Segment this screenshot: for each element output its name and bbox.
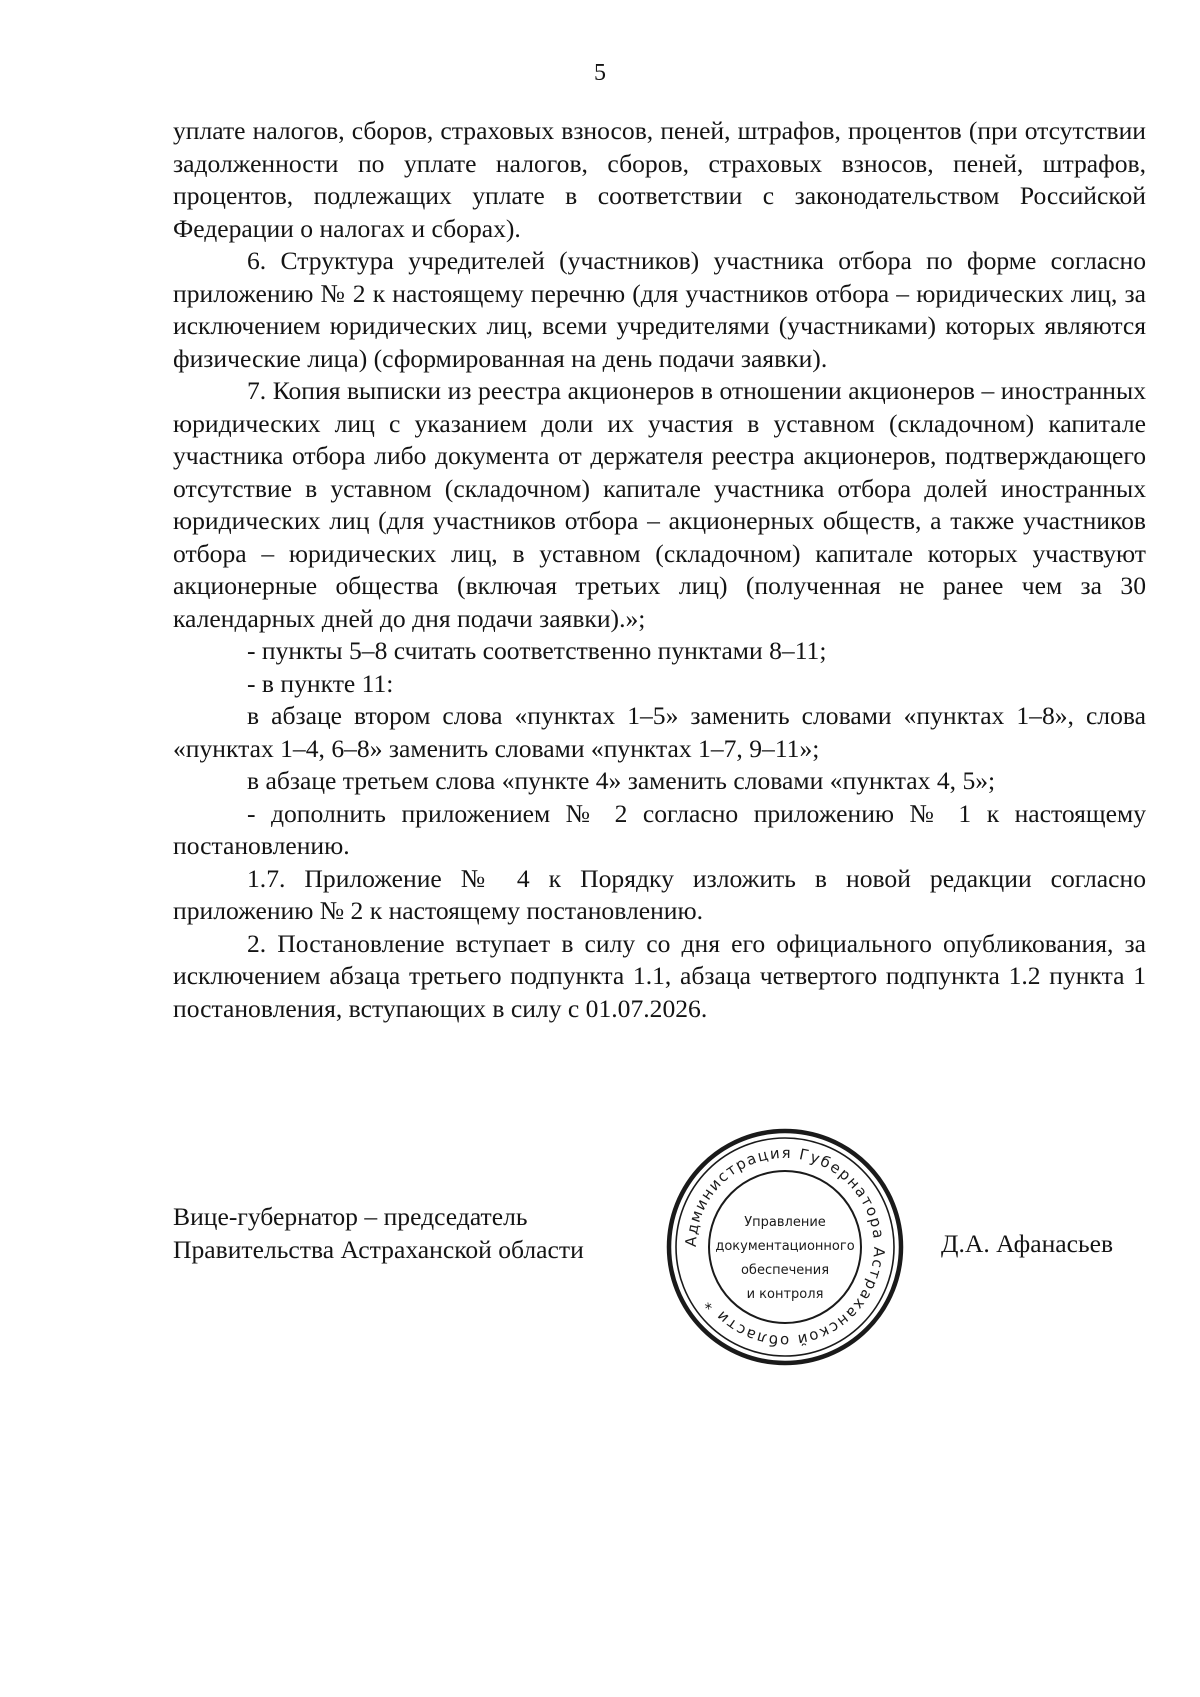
official-stamp — [665, 1127, 905, 1367]
paragraph-in-item-11: - в пункте 11: — [247, 668, 394, 698]
stamp-center-line-3: обеспечения — [740, 1263, 830, 1278]
paragraph-item-7: 7. Копия выписки из реестра акционеров в отношении акционеров – иностранных юридических лиц с указанием доли их участия в уставном (складочном) капитале участника отбора либо документа от держателя реестра акционеров, подтверждающего отсутствие в уставном (складочном) капитале участника отбора долей иностранных юридических лиц (для участников отбора – акционерных обществ, а также участников отбора – юридических лиц, в уставном (складочном) капитале которых участвуют акционерные общества (включая третьих лиц) (полученная не ранее чем за 30 календарных дней до дня подачи заявки).»; — [173, 376, 1146, 633]
stamp-center-line-2: документационного — [715, 1239, 855, 1254]
stamp-ring-text: Администрация Губернатора Астраханской области * — [681, 1143, 889, 1351]
paragraph-continuation: уплате налогов, сборов, страховых взносов, пеней, штрафов, процентов (при отсутствии задолженности по уплате налогов, сборов, страховых взносов, пеней, штрафов, процентов, подлежащих уплате в соответствии с законодательством Российской Федерации о налогах и сборах). — [173, 116, 1146, 243]
stamp-center-line-4: и контроля — [746, 1287, 824, 1302]
document-body — [173, 115, 1146, 1025]
signatory-name: Д.А. Афанасьев — [941, 1229, 1114, 1258]
stamp-center-line-1: Управление — [744, 1215, 826, 1230]
signatory-title — [173, 1201, 584, 1266]
paragraph-renumber: - пункты 5–8 считать соответственно пунктами 8–11; — [247, 636, 827, 665]
paragraph-item-6: 6. Структура учредителей (участников) участника отбора по форме согласно приложению № 2 к настоящему перечню (для участников отбора – юридических лиц, за исключением юридических лиц, всеми учредителями (участниками) которых являются физические лица) (сформированная на день подачи заявки). — [173, 246, 1146, 373]
paragraph-add-appendix: - дополнить приложением № 2 согласно приложению № 1 к настоящему постановлению. — [173, 798, 1146, 860]
paragraph-second-abzac: в абзаце втором слова «пунктах 1–5» заменить словами «пунктах 1–8», слова «пунктах 1–4, 6–8» заменить словами «пунктах 1–7, 9–11»; — [173, 701, 1146, 763]
page-number: 5 — [594, 60, 606, 86]
paragraph-third-abzac: в абзаце третьем слова «пункте 4» заменить словами «пунктах 4, 5»; — [247, 766, 996, 795]
paragraph-item-2: 2. Постановление вступает в силу со дня его официального опубликования, за исключением абзаца третьего подпункта 1.1, абзаца четвертого подпункта 1.2 пункта 1 постановления, вступающих в силу с 01.07.2026. — [173, 928, 1146, 1023]
official-stamp-seal — [665, 1127, 905, 1367]
signatory-title-line-2: Правительства Астраханской области — [173, 1234, 584, 1264]
signatory-title-line-1: Вице-губернатор – председатель — [173, 1202, 528, 1231]
paragraph-item-1-7: 1.7. Приложение № 4 к Порядку изложить в новой редакции согласно приложению № 2 к настоящему постановлению. — [173, 863, 1146, 925]
